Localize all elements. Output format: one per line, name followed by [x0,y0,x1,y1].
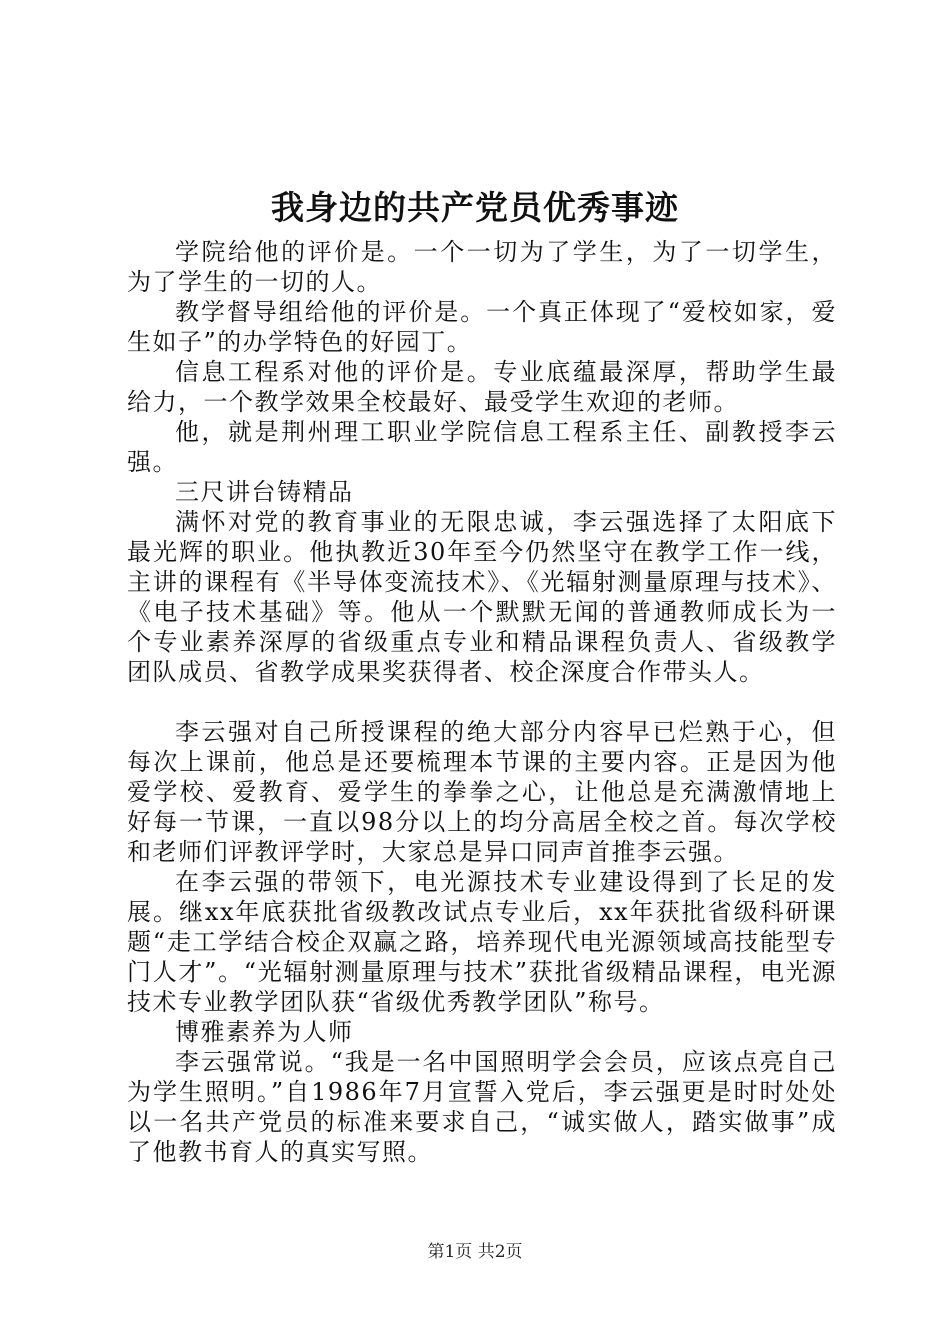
paragraph-career: 满怀对党的教育事业的无限忠诚，李云强选择了太阳底下最光辉的职业。他执教近30年至今仍然坚守在教学工作一线，主讲的课程有《半导体变流技术》、《光辐射测量原理与技术》、《电子技术基础》等。他从一个默默无闻的普通教师成长为一个专业素养深厚的省级重点专业和精品课程负责人、省级教学团队成员、省教学成果奖获得者、校企深度合作带头人。 [127,508,837,686]
paragraph-school-evaluation: 学院给他的评价是。一个一切为了学生，为了一切学生，为了学生的一切的人。 [127,238,837,296]
document-title: 我身边的共产党员优秀事迹 [271,188,679,227]
paragraph-introduction: 他，就是荆州理工职业学院信息工程系主任、副教授李云强。 [127,418,837,476]
paragraph-supervision-evaluation: 教学督导组给他的评价是。一个真正体现了“爱校如家，爱生如子”的办学特色的好园丁。 [127,298,837,356]
document-body [127,237,837,1167]
paragraph-department-evaluation: 信息工程系对他的评价是。专业底蕴最深厚，帮助学生最给力，一个教学效果全校最好、最受学生欢迎的老师。 [127,358,837,416]
paragraph-gap [127,687,837,717]
section-heading-podium: 三尺讲台铸精品 [175,478,354,506]
paragraph-party-member: 李云强常说。“我是一名中国照明学会会员，应该点亮自己为学生照明。”自1986年7月宣誓入党后，李云强更是时时处处以一名共产党员的标准来要求自己，“诚实做人，踏实做事”成了他教书育人的真实写照。 [127,1048,837,1166]
paragraph-program-building: 在李云强的带领下，电光源技术专业建设得到了长足的发展。继xx年底获批省级教改试点专业后，xx年获批省级科研课题“走工学结合校企双赢之路，培养现代电光源领域高技能型专门人才”。“光辐射测量原理与技术”获批省级精品课程，电光源技术专业教学团队获“省级优秀教学团队”称号。 [127,868,837,1016]
page-number-footer: 第1页 共2页 [427,1242,523,1262]
paragraph-teaching: 李云强对自己所授课程的绝大部分内容早已烂熟于心，但每次上课前，他总是还要梳理本节课的主要内容。正是因为他爱学校、爱教育、爱学生的拳拳之心，让他总是充满激情地上好每一节课，一直以98分以上的均分高居全校之首。每次学校和老师们评教评学时，大家总是异口同声首推李云强。 [127,718,837,866]
section-heading-teacher: 博雅素养为人师 [175,1018,354,1046]
